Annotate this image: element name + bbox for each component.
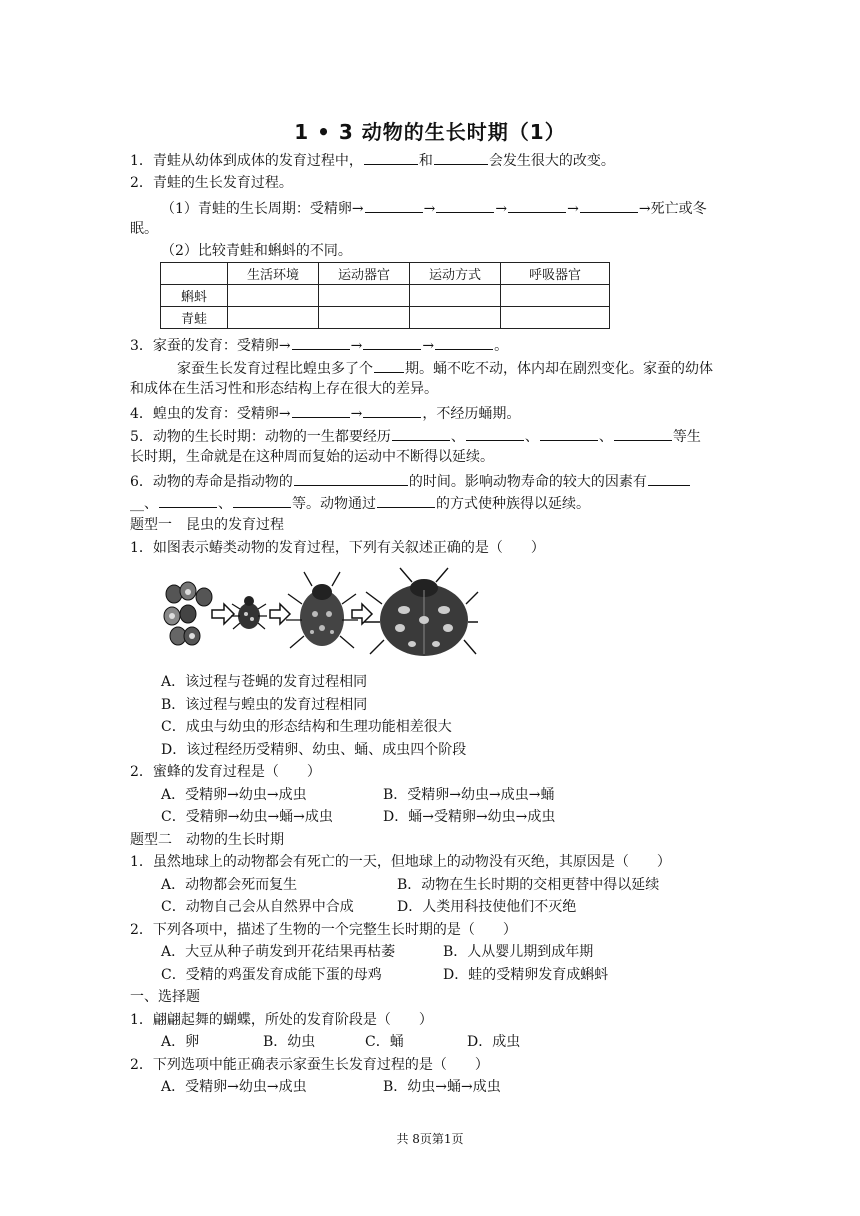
option[interactable]: A．受精卵→幼虫→成虫: [161, 787, 307, 803]
question-2-part-1-cont: 眠。: [130, 221, 158, 237]
table-cell[interactable]: [501, 285, 610, 307]
table-row: [161, 307, 610, 329]
table-header: [161, 263, 228, 285]
option[interactable]: C．成虫与幼虫的形态结构和生理功能相差很大: [161, 719, 452, 735]
question-stem: 2．下列选项中能正确表示家蚕生长发育过程的是（ ）: [130, 1057, 489, 1073]
blank[interactable]: [580, 196, 638, 213]
question-2-part-2: （2）比较青蛙和蝌蚪的不同。: [161, 243, 352, 259]
question-4: 4．蝗虫的发育：受精卵→ → ，不经历蛹期。: [130, 401, 520, 423]
blank[interactable]: [365, 196, 423, 213]
blank[interactable]: [364, 148, 418, 165]
question-5: 5．动物的生长时期：动物的一生都要经历 、 、 、 等生: [130, 424, 701, 446]
blank[interactable]: [435, 333, 493, 350]
table-cell[interactable]: [410, 307, 501, 329]
blank[interactable]: [377, 491, 435, 508]
table-header: 呼吸器官: [501, 263, 610, 285]
option[interactable]: D．人类用科技使他们不灭绝: [397, 899, 577, 915]
question-stem: 2．蜜蜂的发育过程是（ ）: [130, 764, 321, 780]
section-title: 题型二 动物的生长时期: [130, 832, 284, 848]
blank[interactable]: [508, 196, 566, 213]
blank[interactable]: [159, 491, 217, 508]
question-stem: 1．翩翩起舞的蝴蝶，所处的发育阶段是（ ）: [130, 1012, 433, 1028]
section-title: 题型一 昆虫的发育过程: [130, 517, 284, 533]
option-row: [161, 964, 608, 986]
option[interactable]: C．受精卵→幼虫→蛹→成虫: [161, 809, 333, 825]
blank[interactable]: [363, 333, 421, 350]
blank[interactable]: [292, 401, 350, 418]
option[interactable]: B．动物在生长时期的交相更替中得以延续: [397, 877, 660, 893]
table-cell[interactable]: [501, 307, 610, 329]
blank[interactable]: [363, 401, 421, 418]
blank[interactable]: [434, 148, 488, 165]
blank[interactable]: [466, 424, 524, 441]
small-nymph-icon: [231, 596, 267, 629]
option[interactable]: B．人从婴儿期到成年期: [443, 944, 594, 960]
option[interactable]: D．蛹→受精卵→幼虫→成虫: [383, 809, 556, 825]
question-1: 1．青蛙从幼体到成体的发育过程中， 和 会发生很大的改变。: [130, 148, 615, 170]
option[interactable]: B．幼虫: [263, 1034, 316, 1050]
stinkbug-development-figure: [160, 564, 480, 666]
blank[interactable]: [294, 469, 408, 486]
option[interactable]: A．动物都会死而复生: [161, 877, 298, 893]
question-6: 6．动物的寿命是指动物的 的时间。影响动物寿命的较大的因素有: [130, 469, 691, 491]
arrow-icon: [212, 604, 234, 624]
question-6-cont: __、 、 等。动物通过 的方式使种族得以延续。: [130, 491, 590, 513]
arrow-icon: [270, 604, 290, 624]
option-row: [161, 896, 576, 918]
table-cell[interactable]: [228, 307, 319, 329]
question-3-paragraph-cont: 和成体在生活习性和形态结构上存在很大的差异。: [130, 381, 438, 397]
option[interactable]: D．成虫: [467, 1034, 521, 1050]
option[interactable]: A．受精卵→幼虫→成虫: [161, 1079, 307, 1095]
option-row: [161, 1031, 520, 1053]
page-title: 1 • 3 动物的生长时期（1）: [294, 120, 566, 144]
option[interactable]: C．动物自己会从自然界中合成: [161, 899, 354, 915]
option[interactable]: A．卵: [161, 1034, 200, 1050]
question-5-cont: 长时期，生命就是在这种周而复始的运动中不断得以延续。: [130, 449, 494, 465]
blank[interactable]: [540, 424, 598, 441]
option-row: [161, 1076, 501, 1098]
table-cell[interactable]: [319, 307, 410, 329]
option[interactable]: B．受精卵→幼虫→成虫→蛹: [383, 787, 555, 803]
option-row: [161, 784, 554, 806]
question-stem: 1．如图表示蝽类动物的发育过程，下列有关叙述正确的是（ ）: [130, 540, 545, 556]
question-2-heading: 2．青蛙的生长发育过程。: [130, 175, 293, 191]
option[interactable]: B．幼虫→蛹→成虫: [383, 1079, 501, 1095]
table-header: 运动器官: [319, 263, 410, 285]
option-row: [161, 874, 659, 896]
page-number: 共 8页第1页: [396, 1132, 464, 1146]
large-nymph-icon: [286, 572, 358, 648]
option[interactable]: B．该过程与蝗虫的发育过程相同: [161, 697, 368, 713]
blank[interactable]: [392, 424, 450, 441]
adult-bug-icon: [364, 568, 478, 656]
question-2-part-1: （1）青蛙的生长周期：受精卵→ → → → →死亡或冬: [161, 196, 707, 218]
question-3-paragraph: 家蚕生长发育过程比蝗虫多了个 期。蛹不吃不动，体内却在剧烈变化。家蚕的幼体: [177, 356, 713, 378]
arrow-icon: [352, 604, 372, 624]
blank[interactable]: [648, 469, 690, 486]
table-cell[interactable]: [410, 285, 501, 307]
blank[interactable]: [233, 491, 291, 508]
option[interactable]: D．该过程经历受精卵、幼虫、蛹、成虫四个阶段: [161, 742, 467, 758]
egg-cluster-icon: [164, 582, 212, 645]
blank[interactable]: [436, 196, 494, 213]
table-header-row: [161, 263, 610, 285]
option[interactable]: C．受精的鸡蛋发育成能下蛋的母鸡: [161, 967, 382, 983]
question-stem: 2．下列各项中，描述了生物的一个完整生长时期的是（ ）: [130, 922, 517, 938]
option[interactable]: A．大豆从种子萌发到开花结果再枯萎: [161, 944, 396, 960]
option-row: [161, 806, 555, 828]
table-header: 生活环境: [228, 263, 319, 285]
comparison-table: [160, 262, 610, 329]
table-row: [161, 285, 610, 307]
blank[interactable]: [374, 356, 404, 373]
row-label: 蝌蚪: [161, 285, 228, 307]
row-label: 青蛙: [161, 307, 228, 329]
blank[interactable]: [292, 333, 350, 350]
table-header: 运动方式: [410, 263, 501, 285]
table-cell[interactable]: [228, 285, 319, 307]
blank[interactable]: [614, 424, 672, 441]
question-stem: 1．虽然地球上的动物都会有死亡的一天，但地球上的动物没有灭绝，其原因是（ ）: [130, 854, 671, 870]
table-cell[interactable]: [319, 285, 410, 307]
question-3: 3．家蚕的发育：受精卵→ → → 。: [130, 333, 508, 355]
option[interactable]: D．蛙的受精卵发育成蝌蚪: [443, 967, 609, 983]
option-row: [161, 941, 593, 963]
option[interactable]: C．蛹: [365, 1034, 404, 1050]
section-title: 一、选择题: [130, 989, 200, 1005]
option[interactable]: A．该过程与苍蝇的发育过程相同: [161, 674, 368, 690]
